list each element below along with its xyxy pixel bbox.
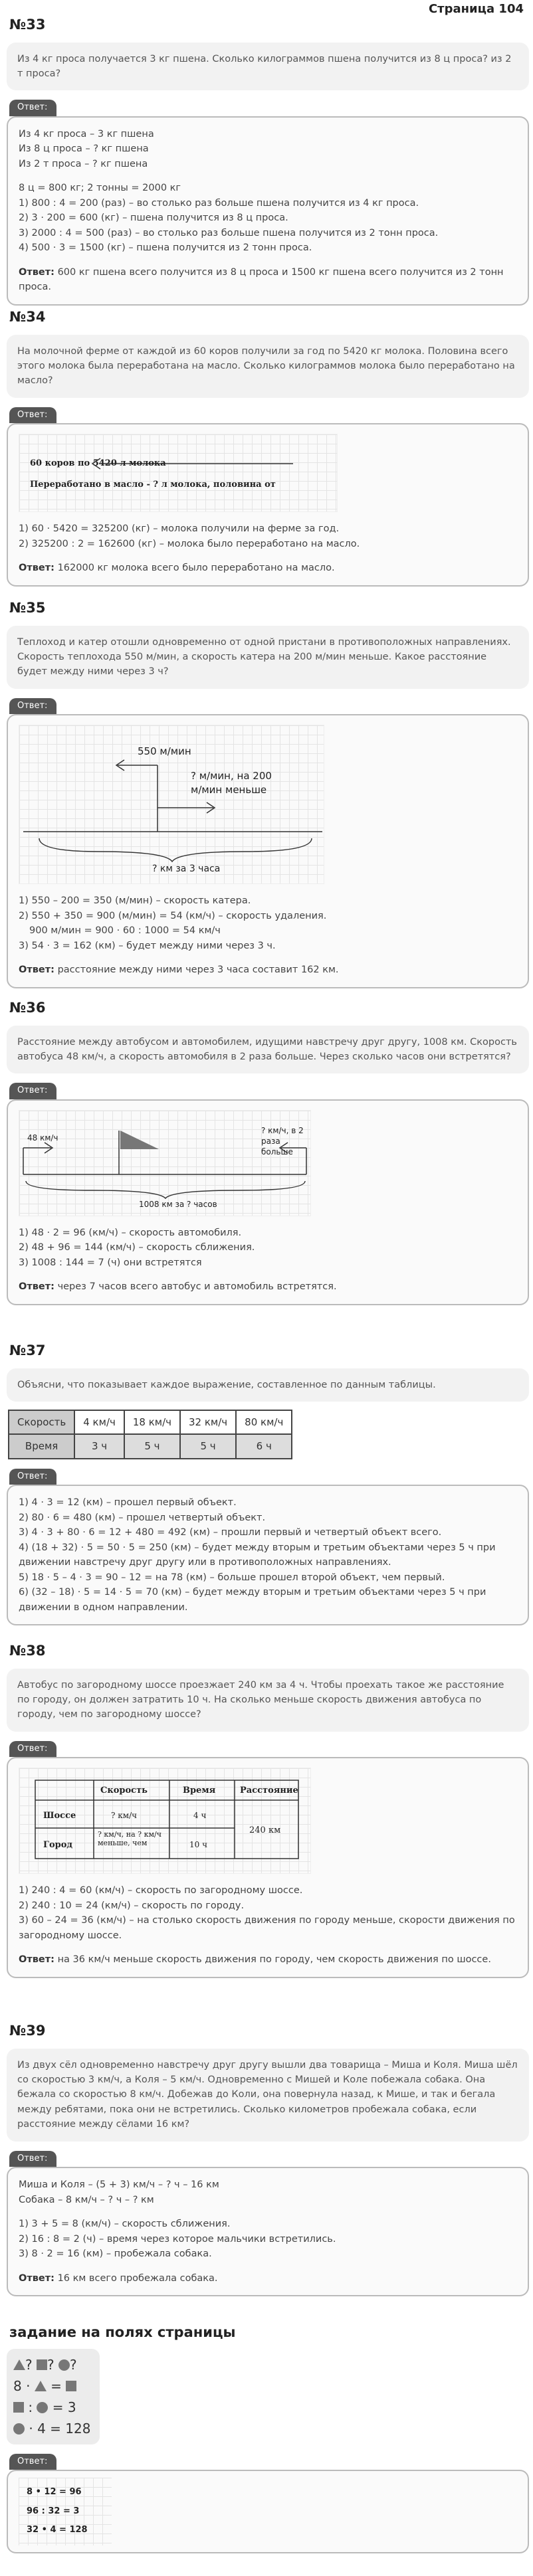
puzzle-line-2: 8 · =: [13, 2375, 93, 2397]
task-number: №36: [9, 1000, 46, 1016]
diagram-label: ? м/мин, на 200 м/мин меньше: [191, 770, 272, 796]
answer-box: [7, 423, 529, 586]
table-cell: 4 ч: [193, 1811, 207, 1821]
table-header: Время: [183, 1786, 216, 1796]
solution-step: 4) (18 + 32) · 5 = 50 · 5 = 250 (км) – будет между вторым и третьим объектами через 5 ч при движении навстречу друг другу или в противоположных направлениях.: [19, 1542, 496, 1568]
circle-icon: [37, 2402, 48, 2413]
table-cell: 6 ч: [236, 1434, 292, 1459]
answer-box: [7, 1099, 529, 1305]
final-answer: Ответ: на 36 км/ч меньше скорость движения по городу, чем скорость движения по шоссе.: [19, 1954, 491, 1966]
answer-line: 32 • 4 = 128: [27, 2525, 88, 2535]
circle-icon: [58, 2359, 70, 2371]
diagram-label: Переработано в масло - ? л молока, половина от: [30, 480, 276, 490]
margin-title: задание на полях страницы: [9, 2324, 236, 2340]
solution-step: 1) 800 : 4 = 200 (раз) – во столько раз больше пшена получится из 4 кг проса.: [19, 197, 419, 209]
table-cell: Скорость: [9, 1410, 74, 1435]
solution-step: 1) 48 · 2 = 96 (км/ч) – скорость автомобиля.: [19, 1227, 242, 1238]
page-title: Страница 104: [428, 2, 524, 16]
final-answer: Ответ: 600 кг пшена всего получится из 8 ц проса и 1500 кг пшена всего получится из 2 тонн проса.: [19, 266, 504, 293]
margin-puzzle: [7, 2349, 100, 2444]
answer-tag: Ответ:: [9, 1741, 56, 1758]
table-cell: ? км/ч: [111, 1811, 138, 1821]
diagram-label: 60 коров по 5420 л молока: [30, 458, 166, 469]
given-line: Из 2 т проса – ? кг пшена: [19, 158, 148, 169]
solution-step: 2) 550 + 350 = 900 (м/мин) = 54 (км/ч) – скорость удаления.: [19, 910, 327, 921]
answer-box: [7, 116, 529, 306]
final-answer: Ответ: 162000 кг молока всего было переработано на масло.: [19, 563, 335, 574]
task-33: [7, 15, 529, 306]
task-number: №34: [9, 309, 46, 325]
task-39: [7, 2021, 529, 2296]
task-question: Автобус по загородному шоссе проезжает 240 км за 4 ч. Чтобы проехать такое же расстояние по городу, он должен затратить 10 ч. На сколько меньше скорость движения автобуса по городу, чем по загородному шоссе?: [7, 1669, 529, 1732]
answer-box: [7, 2470, 529, 2553]
diagram-label: 48 км/ч: [27, 1133, 58, 1143]
given-line: Из 8 ц проса – ? кг пшена: [19, 143, 149, 155]
solution-step: 2) 80 · 6 = 480 (км) – прошел четвертый объект.: [19, 1512, 266, 1523]
triangle-icon: [35, 2381, 47, 2391]
table-cell: 10 ч: [189, 1840, 208, 1850]
solution-step: 3) 54 · 3 = 162 (км) – будет между ними через 3 ч.: [19, 940, 276, 951]
answer-line: 8 • 12 = 96: [27, 2487, 82, 2497]
solution-step: 1) 550 – 200 = 350 (м/мин) – скорость катера.: [19, 895, 251, 907]
margin-task: [7, 2322, 529, 2553]
answer-box: [7, 1757, 529, 1978]
answer-tag: Ответ:: [9, 698, 56, 715]
diagram-label: 1008 км за ? часов: [139, 1199, 217, 1209]
solution-step: 8 ц = 800 кг; 2 тонны = 2000 кг: [19, 183, 181, 194]
solution-step: 3) 4 · 3 + 80 · 6 = 12 + 480 = 492 (км) – прошли первый и четвертый объект всего.: [19, 1527, 442, 1538]
answer-tag: Ответ:: [9, 100, 56, 116]
task-number: №39: [9, 2023, 46, 2039]
square-icon: [13, 2402, 24, 2413]
solution-step: 2) 48 + 96 = 144 (км/ч) – скорость сближения.: [19, 1242, 255, 1253]
answer-tag: Ответ:: [9, 407, 56, 424]
final-answer: Ответ: через 7 часов всего автобус и автомобиль встретятся.: [19, 1281, 337, 1293]
answer-box: [7, 714, 529, 988]
task-34: [7, 307, 529, 587]
task-question: Объясни, что показывает каждое выражение, составленное по данным таблицы.: [7, 1368, 529, 1402]
solution-step: 2) 325200 : 2 = 162600 (кг) – молока было переработано на масло.: [19, 538, 360, 549]
diagram-label: ? км за 3 часа: [152, 864, 221, 875]
circle-icon: [13, 2423, 25, 2435]
answer-card: [19, 2478, 112, 2545]
puzzle-line-1: ? ? ?: [13, 2354, 93, 2375]
solution-step: 3) 8 · 2 = 16 (км) – пробежала собака.: [19, 2249, 212, 2260]
given-line: Из 4 кг проса – 3 кг пшена: [19, 128, 154, 139]
task-question: Из 4 кг проса получается 3 кг пшена. Сколько килограммов пшена получится из 8 ц проса? из 2 т проса?: [7, 43, 529, 91]
table-cell: 3 ч: [74, 1434, 124, 1459]
table-row-label: Город: [43, 1840, 73, 1851]
table-cell: 5 ч: [180, 1434, 236, 1459]
table-cell: 80 км/ч: [236, 1410, 292, 1435]
solution-step: 1) 3 + 5 = 8 (км/ч) – скорость сближения.: [19, 2219, 231, 2230]
diagram: [19, 1110, 311, 1216]
square-icon: [37, 2359, 47, 2370]
answer-tag: Ответ:: [9, 2151, 56, 2167]
solution-step: 1) 240 : 4 = 60 (км/ч) – скорость по загородному шоссе.: [19, 1885, 303, 1896]
task-number: №38: [9, 1643, 46, 1659]
solution-step: 5) 18 · 5 – 4 · 3 = 90 – 12 = на 78 (км) – больше прошел второй объект, чем первый.: [19, 1572, 445, 1583]
solution-step: 4) 500 · 3 = 1500 (кг) – пшена получится из 2 тонн проса.: [19, 242, 312, 254]
task-number: №37: [9, 1342, 46, 1358]
data-table: [8, 1410, 292, 1459]
diagram-label: ? км/ч, в 2 раза больше: [261, 1125, 304, 1157]
answer-box: [7, 1485, 529, 1625]
table-cell: 32 км/ч: [180, 1410, 236, 1435]
task-36: [7, 998, 529, 1305]
task-number: №33: [9, 17, 46, 33]
final-answer: Ответ: 16 км всего пробежала собака.: [19, 2272, 218, 2284]
table-cell: 18 км/ч: [124, 1410, 180, 1435]
task-37: [7, 1340, 529, 1625]
table-cell: 240 км: [249, 1825, 281, 1836]
solution-step: 3) 1008 : 144 = 7 (ч) они встретятся: [19, 1257, 202, 1268]
solution-step: 3) 2000 : 4 = 500 (раз) – во столько раз больше пшена получится из 2 тонн проса.: [19, 227, 439, 238]
answer-tag: Ответ:: [9, 2454, 56, 2470]
table-cell: Время: [9, 1434, 74, 1459]
table-header: Скорость: [100, 1786, 148, 1796]
task-number: №35: [9, 600, 46, 616]
puzzle-line-3: : = 3: [13, 2397, 93, 2418]
task-question: На молочной ферме от каждой из 60 коров получили за год по 5420 кг молока. Половина всего этого молока была переработана на масло. Сколько килограммов молока было переработано на масло?: [7, 335, 529, 398]
table-cell: ? км/ч, на ? км/ч меньше, чем: [98, 1831, 161, 1847]
answer-line: 96 : 32 = 3: [27, 2506, 80, 2516]
task-question: Расстояние между автобусом и автомобилем, идущими навстречу друг другу, 1008 км. Скорость автобуса 48 км/ч, а скорость автомобиля в 2 раза больше. Через сколько часов они встретятся?: [7, 1026, 529, 1074]
diagram-arrows: [19, 434, 338, 513]
diagram: [19, 725, 324, 884]
answer-tag: Ответ:: [9, 1083, 56, 1099]
table-cell: 5 ч: [124, 1434, 180, 1459]
table-header: Расстояние: [240, 1786, 298, 1796]
solution-step: 2) 3 · 200 = 600 (кг) – пшена получится из 8 ц проса.: [19, 213, 288, 224]
solution-step: 2) 16 : 8 = 2 (ч) – время через которое мальчики встретились.: [19, 2233, 336, 2245]
puzzle-line-4: · 4 = 128: [13, 2418, 93, 2439]
answer-box: [7, 2167, 529, 2296]
triangle-icon: [13, 2359, 25, 2370]
solution-step: 1) 60 · 5420 = 325200 (кг) – молока получили на ферме за год.: [19, 523, 340, 535]
solution-step: 900 м/мин = 900 · 60 : 1000 = 54 км/ч: [29, 925, 221, 937]
task-question: Из двух сёл одновременно навстречу друг другу вышли два товарища – Миша и Коля. Миша шёл со скоростью 3 км/ч, а Коля – 5 км/ч. Одновременно с Мишей и Коле побежала собака. Она бежала со скоростью 8 км/ч. Добежав до Коли, она повернула назад, к Мише, и так и бегала между ребятами, пока они не встретились. Сколько километров пробежала собака, если расстояние между сёлами 16 км?: [7, 2049, 529, 2142]
table-row-label: Шоссе: [43, 1811, 76, 1821]
diagram: [19, 434, 338, 512]
solution-step: 1) 4 · 3 = 12 (км) – прошел первый объект.: [19, 1497, 237, 1509]
square-icon: [66, 2381, 76, 2391]
task-38: [7, 1641, 529, 1978]
table-cell: 4 км/ч: [74, 1410, 124, 1435]
solution-step: 3) 60 – 24 = 36 (км/ч) – на столько скорость движения по городу меньше, скорости движения по загородному шоссе.: [19, 1915, 515, 1941]
task-35: [7, 598, 529, 988]
answer-tag: Ответ:: [9, 1469, 56, 1485]
solution-step: 6) (32 – 18) · 5 = 14 · 5 = 70 (км) – будет между вторым и третьим объектами через 5 ч при движении в одном направлении.: [19, 1587, 486, 1613]
diagram: [19, 1768, 311, 1874]
diagram-label: 550 м/мин: [138, 745, 191, 758]
solution-step: 2) 240 : 10 = 24 (км/ч) – скорость по городу.: [19, 1900, 245, 1911]
task-question: Теплоход и катер отошли одновременно от одной пристани в противоположных направлениях. Скорость теплохода 550 м/мин, а скорость катера на 200 м/мин меньше. Какое расстояние будет между ними через 3 ч?: [7, 626, 529, 689]
given-line: Собака – 8 км/ч – ? ч – ? км: [19, 2194, 154, 2205]
final-answer: Ответ: расстояние между ними через 3 часа составит 162 км.: [19, 965, 339, 976]
given-line: Миша и Коля – (5 + 3) км/ч – ? ч – 16 км: [19, 2179, 219, 2191]
